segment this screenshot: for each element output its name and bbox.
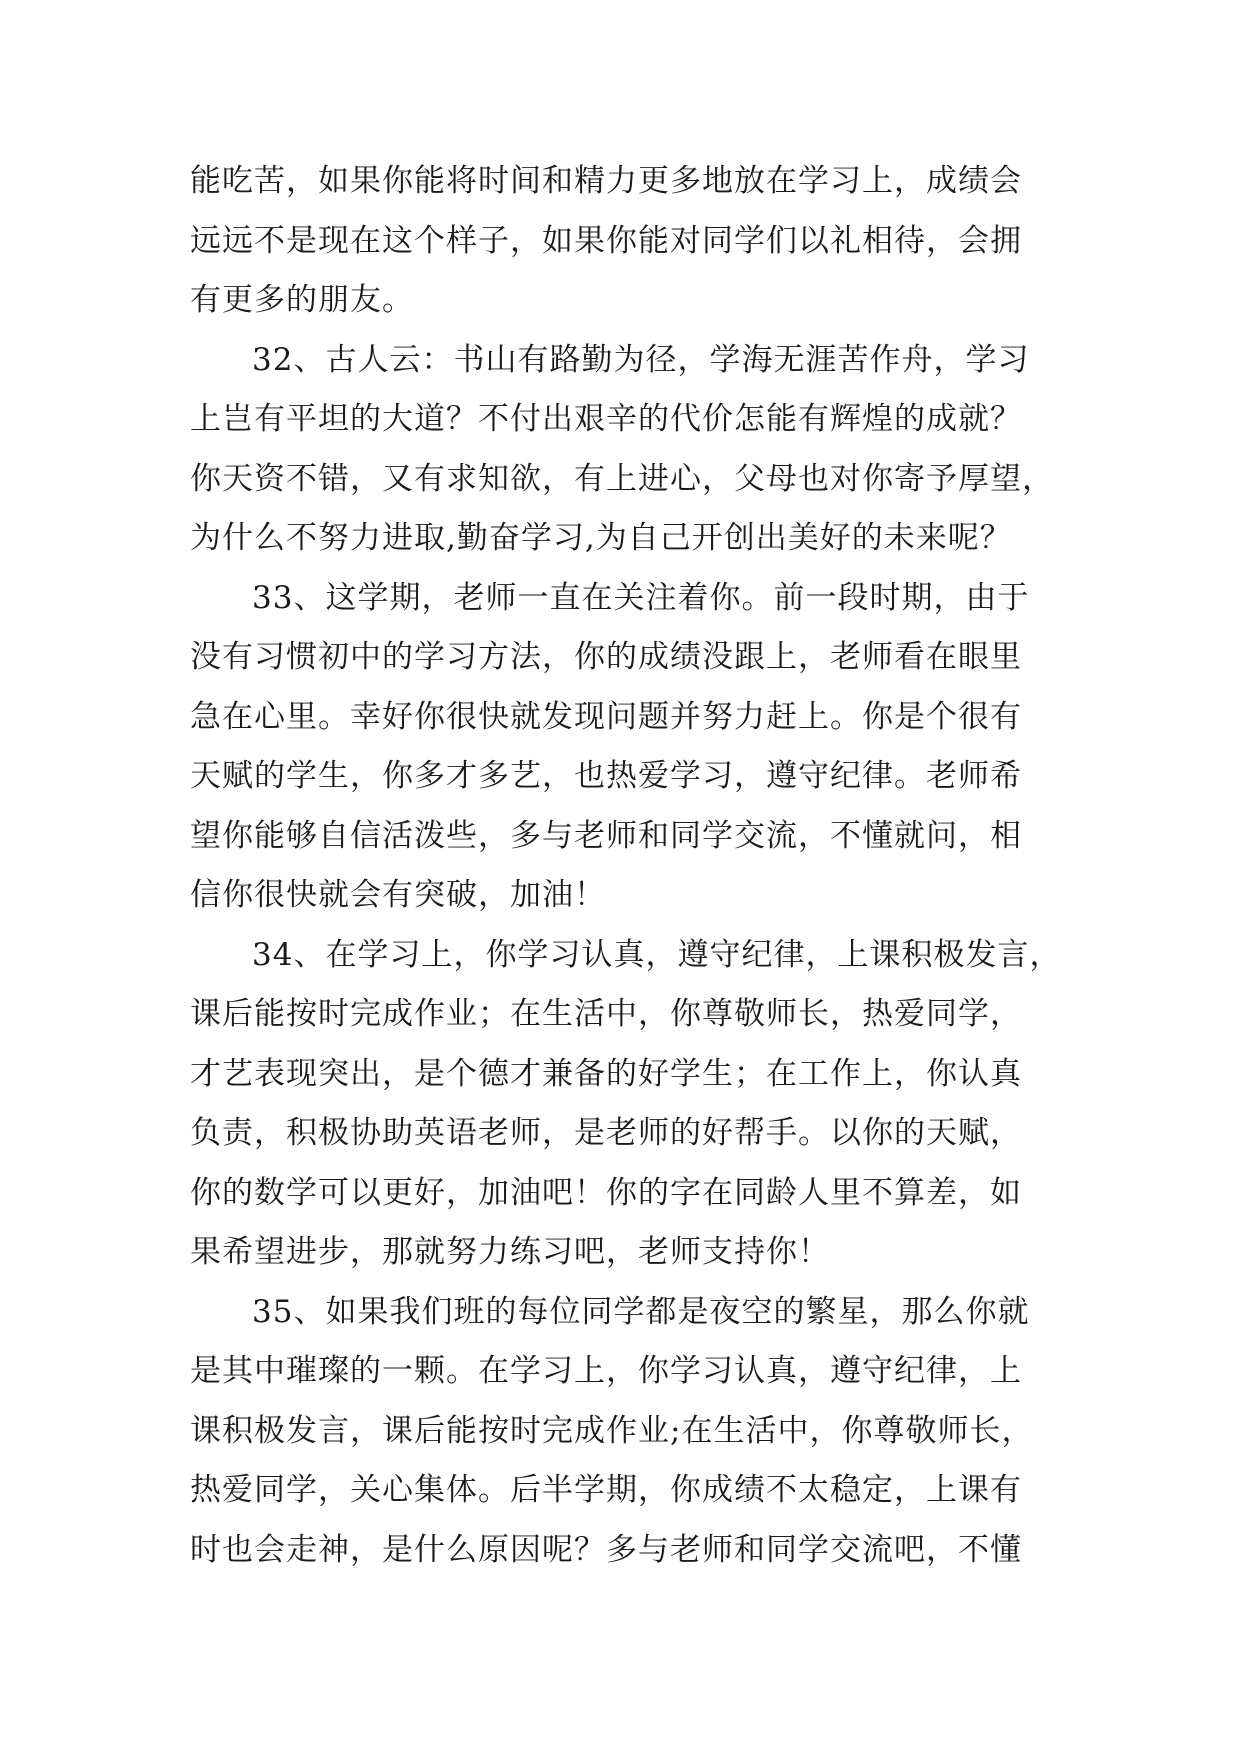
text-line: 课后能按时完成作业；在生活中，你尊敬师长，热爱同学， — [190, 996, 1022, 1032]
text-line: 急在心里。幸好你很快就发现问题并努力赶上。你是个很有 — [190, 698, 1022, 735]
text-line: 时也会走神，是什么原因呢？多与老师和同学交流吧，不懂 — [190, 1531, 1022, 1568]
text-line: 你的数学可以更好，加油吧！你的字在同龄人里不算差，如 — [190, 1174, 1022, 1211]
text-line: 望你能够自信活泼些，多与老师和同学交流，不懂就问，相 — [190, 817, 1022, 854]
text-line: 热爱同学，关心集体。后半学期，你成绩不太稳定，上课有 — [190, 1472, 1022, 1508]
text-line: 远远不是现在这个样子，如果你能对同学们以礼相待，会拥 — [190, 222, 1022, 259]
paragraph-start-line: 35、如果我们班的每位同学都是夜空的繁星，那么你就 — [252, 1293, 1030, 1330]
text-line: 有更多的朋友。 — [190, 282, 414, 318]
text-line: 负责，积极协助英语老师，是老师的好帮手。以你的天赋， — [190, 1115, 1022, 1151]
paragraph-start-line: 33、这学期，老师一直在关注着你。前一段时期，由于 — [252, 579, 1030, 616]
paragraph-start-line: 32、古人云：书山有路勤为径，学海无涯苦作舟，学习 — [252, 341, 1030, 378]
text-line: 信你很快就会有突破，加油！ — [190, 877, 606, 913]
text-line: 课积极发言，课后能按时完成作业;在生活中，你尊敬师长， — [190, 1412, 1034, 1449]
text-line: 没有习惯初中的学习方法，你的成绩没跟上，老师看在眼里 — [190, 639, 1022, 675]
text-line: 你天资不错，又有求知欲，有上进心，父母也对你寄予厚望， — [190, 460, 1054, 497]
text-line: 果希望进步，那就努力练习吧，老师支持你！ — [190, 1234, 830, 1270]
document-body — [190, 152, 1070, 1580]
text-line: 能吃苦，如果你能将时间和精力更多地放在学习上，成绩会 — [190, 163, 1022, 199]
text-line: 天赋的学生，你多才多艺，也热爱学习，遵守纪律。老师希 — [190, 758, 1022, 794]
text-line: 才艺表现突出，是个德才兼备的好学生；在工作上，你认真 — [190, 1055, 1022, 1092]
text-line: 是其中璀璨的一颗。在学习上，你学习认真，遵守纪律，上 — [190, 1353, 1022, 1389]
text-line: 上岂有平坦的大道？不付出艰辛的代价怎能有辉煌的成就？ — [190, 401, 1022, 437]
paragraph-start-line: 34、在学习上，你学习认真，遵守纪律，上课积极发言， — [252, 936, 1062, 973]
text-line: 为什么不努力进取,勤奋学习,为自己开创出美好的未来呢？ — [190, 520, 1012, 556]
